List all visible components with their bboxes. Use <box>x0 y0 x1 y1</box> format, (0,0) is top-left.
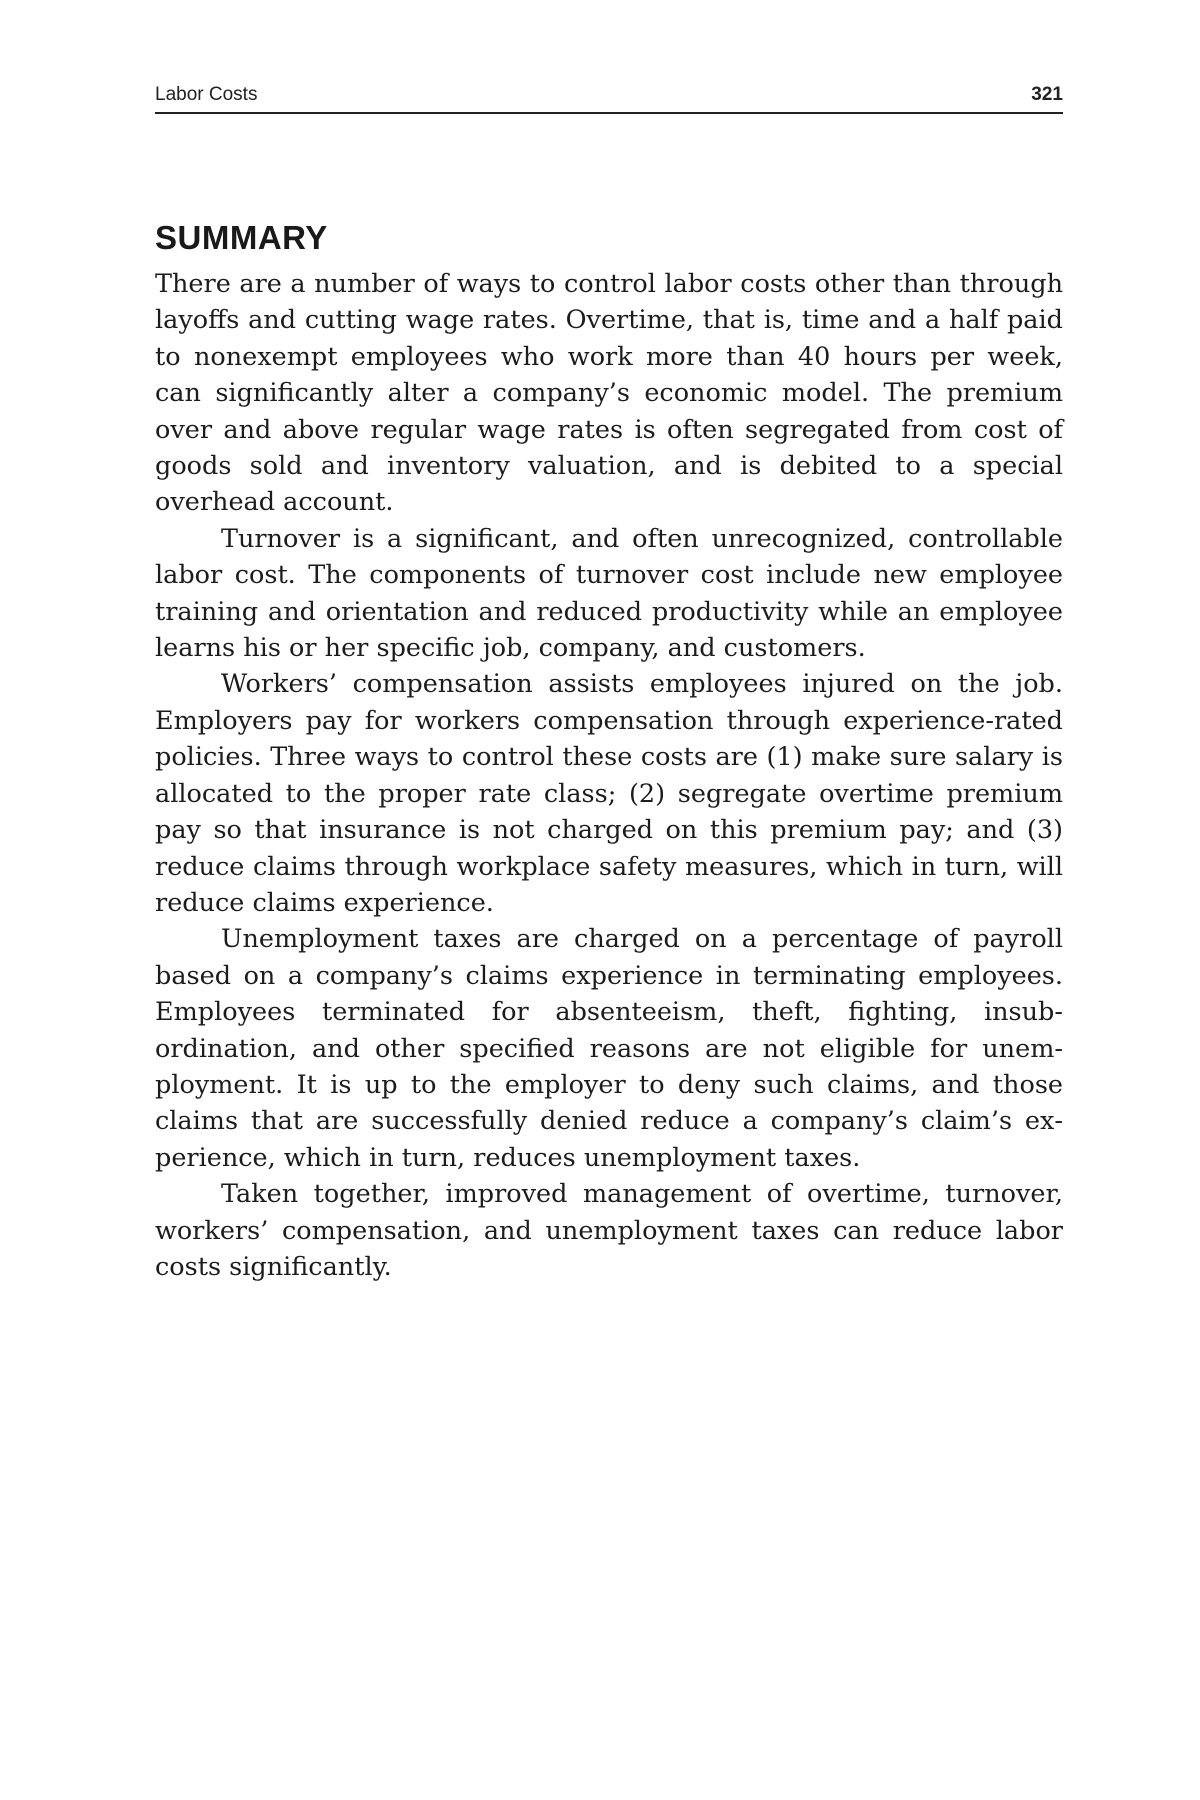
paragraph-turnover: Turnover is a significant, and often unrecognized, controllable labor cost. The components of turnover cost include new employee training and orientation and reduced productivity while an employee learns his or her specific job, company, and customers. <box>155 523 1063 664</box>
running-head <box>155 84 1063 114</box>
running-head-title: Labor Costs <box>155 84 258 105</box>
book-page <box>155 84 1063 1285</box>
paragraph-workers-compensation: Workers’ compensation assists employees injured on the job. Employers pay for workers compensation through experience-rated policies. Three ways to control these costs are (1) make sure salary is allocated to the proper rate class; (2) segregate overtime premium pay so that insurance is not charged on this premium pay; and (3) reduce claims through workplace safety measures, which in turn, will reduce claims experience. <box>155 669 1063 918</box>
paragraph-conclusion: Taken together, improved management of overtime, turnover, workers’ compensation, and unemployment taxes can reduce labor costs significantly. <box>155 1179 1063 1282</box>
summary-body <box>155 266 1063 1285</box>
paragraph-overtime: There are a number of ways to control labor costs other than through layoffs and cutting wage rates. Overtime, that is, time and a half paid to nonexempt employees who work more than 40 hours per week, can significantly alter a company’s economic model. The premium over and above regular wage rates is often segregated from cost of goods sold and inventory valuation, and is debited to a special overhead account. <box>155 269 1063 518</box>
section-heading: SUMMARY <box>155 219 328 256</box>
page-number: 321 <box>1031 84 1063 105</box>
paragraph-unemployment-taxes: Unemployment taxes are charged on a percentage of payroll based on a company’s claims experience in terminating employees. Employees terminated for absenteeism, theft, fighting, insubordination, and other specified reasons are not eligible for unemployment. It is up to the employer to deny such claims, and those claims that are successfully denied reduce a company’s claim’s experience, which in turn, reduces unemployment taxes. <box>155 924 1063 1173</box>
